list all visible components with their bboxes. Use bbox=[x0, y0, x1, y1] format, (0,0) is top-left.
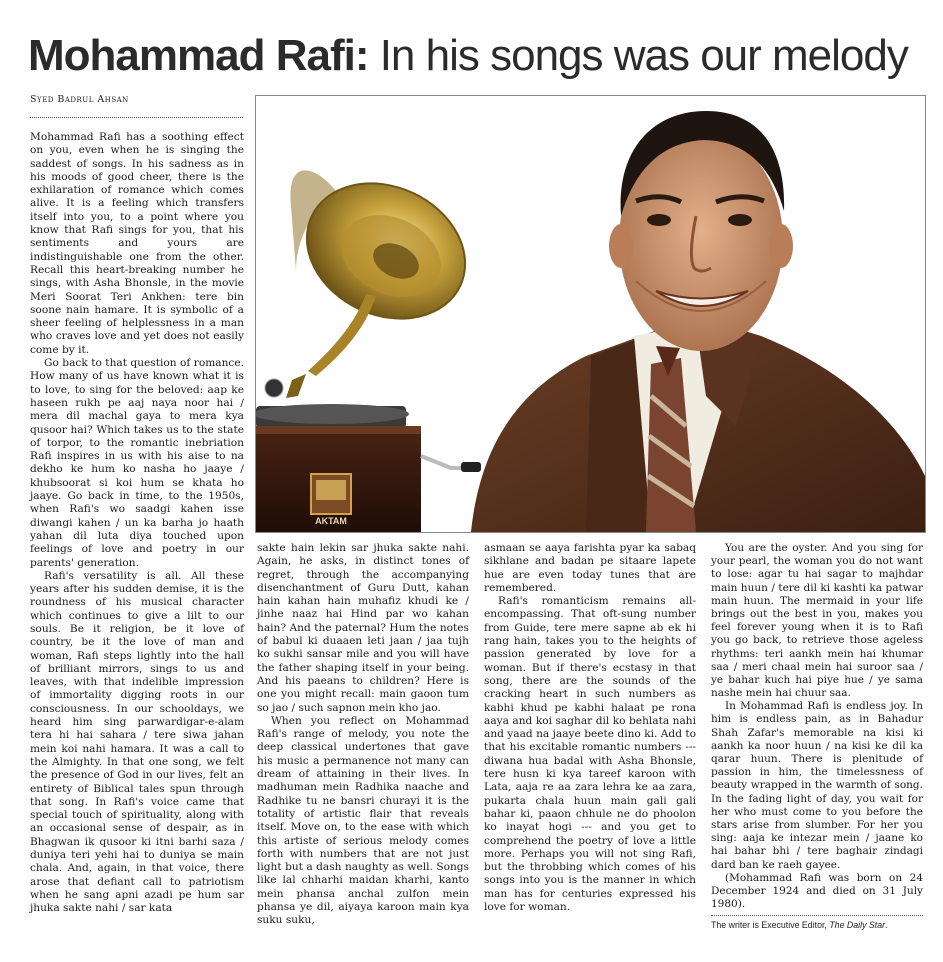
paragraph: sakte hain lekin sar jhuka sakte nahi. Again, he asks, in distinct tones of regret, through the accompanying disenchantment of Guru Dutt, kahan hain kahan hain muhafiz khudi ke / jinhe naaz hai Hind par wo kahan hain? And the paternal? Hum the notes of babul ki duaaen leti jaan / jaa tujh ko sukhi sansar mile and you will have the father shaping itself in your being. And his paeans to children? Here is one you might recall: main gaoon tum so jao / such sapnon mein kho jao. bbox=[257, 542, 469, 714]
paragraph: Mohammad Rafi has a soothing effect on you, even when he is singing the saddest of songs. In his sadness as in his moods of good cheer, there is the exhilaration of romance which comes alive. It is a feeling which transfers itself into you, to a point where you know that Rafi sings for you, that his sentiments and yours are indistinguishable one from the other. Recall this heart-breaking number he sings, with Asha Bhonsle, in the movie Meri Soorat Teri Ankhen: tere bin soone nain hamare. It is symbolic of a sheer feeling of helplessness in a man who craves love and yet does not easily come by it. bbox=[30, 131, 244, 356]
article-photo bbox=[255, 95, 926, 533]
paragraph: Go back to that question of romance. How many of us have known what it is to love, to sing for the beloved: aap ke haseen rukh pe aaj naya noor hai / mera dil machal gaya to mera kya qusoor hai? Which takes us to the state of torpor, to the romantic inebriation Rafi inspires in us with his aise to na dekho ke hum ko nasha ho jaaye / khubsoorat si koi hum se khata ho jaaye. Go back in time, to the 1950s, when Rafi's wo saadgi kahen isse diwangi kahen / un ka barha jo haath yahan dil luta diya touched upon feelings of love and poetry in our parents' generation. bbox=[30, 357, 244, 569]
headline-regular: In his songs was our melody bbox=[368, 31, 908, 80]
footnote-prefix: The writer is Executive Editor, bbox=[711, 920, 830, 930]
paragraph: When you reflect on Mohammad Rafi's range of melody, you note the deep classical undertones that gave his music a permanence not many can dream of attaining in their lives. In madhuman mein Radhika naache and Radhike tu ne bansri churayi it is the totality of artistic flair that reveals itself. Move on, to the ease with which this artiste of serious melody comes forth with numbers that are not just light but a dash naughty as well. Songs like lal chharhi maidan kharhi, kanto mein phansa anchal zulfon mein phansa ye dil, aiyaya karoon main kya suku suku, bbox=[257, 714, 469, 927]
article-column-3 bbox=[484, 542, 696, 914]
paragraph: asmaan se aaya farishta pyar ka sabaq sikhlane and badan pe sitaare lapete hue are even today tunes that are remembered. bbox=[484, 542, 696, 594]
byline-divider bbox=[30, 117, 243, 118]
footnote-suffix: . bbox=[885, 920, 888, 930]
article-column-2 bbox=[257, 542, 469, 928]
paragraph: Rafi's versatility is all. All these years after his sudden demise, it is the roundness of his musical character which continues to give a lilt to our souls. Be it religion, be it love of country, be it the love of man and woman, Rafi steps lightly into the hall of brilliant mirrors, sings to us and leaves, with that indelible impression of immortality digging roots in our consciousness. In our schooldays, we heard him sing parwardigar-e-alam tera hi hai sahara / tere siwa jahan mein koi nahi hamara. It was a call to the Almighty. In that one song, we felt the presence of God in our lives, felt an entirety of Biblical tales spun through that song. In Rafi's voice came that special touch of spirituality, along with an occasional sense of despair, as in Bhagwan ik qusoor ki itni barhi saza / duniya teri yehi hai to duniya se main chala. And, again, in that voice, there arose that defiant call to patriotism when he sang apni azadi pe hum sar jhuka sakte nahi / sar kata bbox=[30, 569, 244, 915]
byline: Syed Badrul Ahsan bbox=[30, 94, 129, 105]
gramophone-icon bbox=[256, 158, 487, 532]
author-footnote bbox=[711, 920, 926, 930]
footnote-publication: The Daily Star bbox=[829, 920, 886, 930]
gramophone-label: AKTAM bbox=[315, 516, 347, 526]
paragraph: (Mohammad Rafi was born on 24 December 1924 and died on 31 July 1980). bbox=[711, 871, 923, 911]
paragraph: Rafi's romanticism remains all-encompassing. That oft-sung number from Guide, tere mere sapne ab ek hi rang hain, takes you to the heights of passion generated by love for a woman. But if there's ecstasy in that song, there are the sounds of the cracking heart in such numbers as kabhi khud pe kabhi halaat pe rona aaya and koi saghar dil ko behlata nahi and yaad na jaaye beete dino ki. Add to that his excitable romantic numbers --- diwana hua badal with Asha Bhonsle, tere husn ki kya tareef karoon with Lata, aaja re aa zara lehra ke aa zara, pukarta chala huun main gali gali bahar ki, paaon chhule ne do phoolon ko inayat hogi --- and you get to comprehend the poetry of love a little more. Perhaps you will not sing Rafi, but the throbbing which comes of his songs into you is the manner in which man has for centuries expressed his love for woman. bbox=[484, 595, 696, 914]
footnote-divider bbox=[711, 915, 923, 916]
portrait-figure bbox=[471, 111, 925, 532]
paragraph: You are the oyster. And you sing for your pearl, the woman you do not want to lose: agar tu hai sagar to majhdar main huun / tere dil ki kashti ka patwar main huun. The mermaid in your life brings out the best in you, makes you feel forever young when it is to Rafi you go back, to retrieve those ageless rhythms: teri aankh mein hai khumar saa / meri chaal mein hai suroor saa / ye bahar kuch hai piye hue / ye sama nashe mein hai chuur saa. bbox=[711, 542, 923, 700]
headline bbox=[28, 24, 928, 88]
headline-bold: Mohammad Rafi: bbox=[28, 31, 369, 80]
photo-illustration bbox=[256, 96, 925, 532]
article-column-1 bbox=[30, 131, 244, 916]
paragraph: In Mohammad Rafi is endless joy. In him is endless pain, as in Bahadur Shah Zafar's memorable na kisi ki aankh ka noor huun / na kisi ke dil ka qarar huun. There is plenitude of passion in him, the timelessness of beauty wrapped in the warmth of song. In the fading light of day, you wait for her who must come to you before the stars arise from slumber. For her you sing: aaja ke intezar mein / jaane ko hai bahar bhi / tere baghair zindagi dard ban ke raeh gayee. bbox=[711, 700, 923, 871]
article-column-4 bbox=[711, 542, 923, 911]
